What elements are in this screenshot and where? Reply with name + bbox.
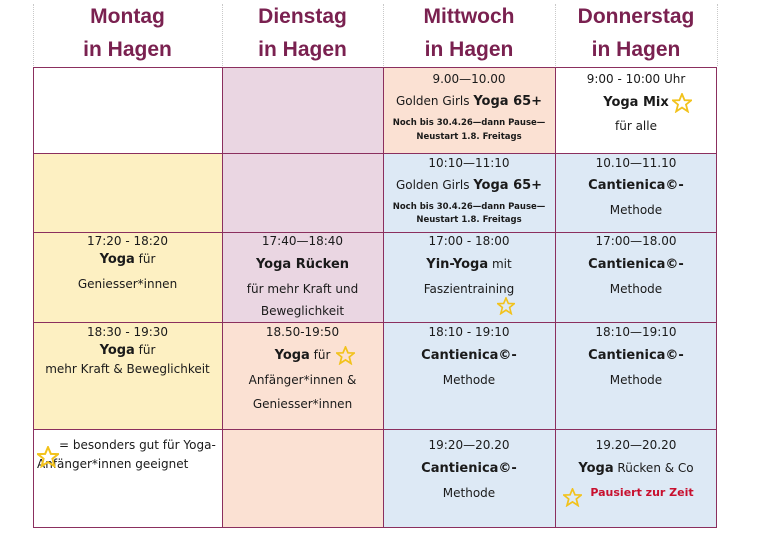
- slot-wed-r4: [383, 322, 555, 429]
- slot-time: 9.00—10.00: [432, 72, 506, 86]
- header-place: in Hagen: [83, 38, 172, 61]
- slot-time: 10.10—11.10: [595, 156, 677, 170]
- slot-title: Yoga: [578, 461, 614, 476]
- slot-title-line: [383, 94, 555, 109]
- slot-sub: Faszientraining: [423, 282, 515, 296]
- legend-line: = besonders gut für Yoga-: [59, 438, 216, 452]
- legend-cell: [33, 429, 222, 528]
- slot-thu-r4: [555, 322, 717, 429]
- slot-sub: Methode: [442, 373, 496, 387]
- slot-sub: mehr Kraft & Beweglichkeit: [45, 362, 210, 376]
- slot-time: 18:10—19:10: [595, 325, 677, 339]
- slot-sub: Geniesser*innen: [77, 277, 178, 291]
- slot-time: 19:20—20.20: [428, 438, 510, 452]
- slot-sub: Methode: [609, 203, 663, 217]
- slot-title: Cantienica©-: [588, 178, 684, 193]
- slot-mon-r3: [33, 232, 222, 322]
- slot-time: 9:00 - 10:00 Uhr: [586, 72, 686, 86]
- slot-note: Noch bis 30.4.26—dann Pause—: [392, 118, 546, 128]
- slot-pre: Golden Girls: [395, 178, 474, 192]
- slot-note: Neustart 1.8. Freitags: [416, 132, 522, 142]
- slot-title-line: [33, 252, 222, 267]
- slot-title: Yin-Yoga: [426, 257, 489, 272]
- slot-thu-r1: [555, 67, 717, 153]
- slot-title: Yoga Rücken: [255, 257, 350, 272]
- header-monday: [33, 0, 222, 66]
- slot-sub: für alle: [615, 119, 657, 133]
- slot-thu-r3: [555, 232, 717, 322]
- slot-time: 19.20—20.20: [595, 438, 677, 452]
- star-icon: [563, 488, 582, 507]
- slot-time: 18:10 - 19:10: [428, 325, 510, 339]
- slot-title: Cantienica©-: [588, 348, 684, 363]
- slot-time: 17:20 - 18:20: [86, 234, 169, 248]
- slot-note: Noch bis 30.4.26—dann Pause—: [392, 202, 546, 212]
- slot-sub: Anfänger*innen &: [248, 373, 357, 387]
- slot-tue-r3: [222, 232, 383, 322]
- slot-title-tail: für: [134, 343, 156, 357]
- slot-note: Neustart 1.8. Freitags: [416, 215, 522, 225]
- header-day: Dienstag: [258, 5, 347, 28]
- slot-tue-r4: [222, 322, 383, 429]
- slot-wed-r5: [383, 429, 555, 528]
- slot-sub: Methode: [442, 486, 496, 500]
- header-divider: [717, 4, 718, 66]
- slot-time: 17:00—18.00: [595, 234, 677, 248]
- slot-wed-r2: [383, 153, 555, 232]
- slot-title: Cantienica©-: [421, 348, 517, 363]
- slot-sub: für mehr Kraft und: [246, 282, 359, 296]
- header-place: in Hagen: [424, 38, 514, 61]
- slot-sub: Geniesser*innen: [252, 397, 353, 411]
- header-day: Donnerstag: [577, 5, 695, 28]
- header-thursday: [555, 0, 717, 66]
- slot-title: Cantienica©-: [588, 257, 684, 272]
- slot-time: 18.50-19:50: [265, 325, 340, 339]
- slot-pre: Golden Girls: [395, 94, 474, 108]
- header-tuesday: [222, 0, 383, 66]
- star-icon: [37, 446, 59, 468]
- header-day: Montag: [90, 5, 165, 28]
- header-place: in Hagen: [258, 38, 347, 61]
- slot-title-line: [555, 461, 717, 476]
- slot-title-tail: für: [134, 252, 156, 266]
- slot-time: 17:40—18:40: [261, 234, 344, 248]
- header-wednesday: [383, 0, 555, 66]
- slot-title-line: [383, 178, 555, 193]
- slot-thu-r2: [555, 153, 717, 232]
- slot-sub: Methode: [609, 282, 663, 296]
- star-icon: [497, 297, 515, 315]
- slot-title-tail: mit: [488, 257, 512, 271]
- header-divider: [222, 4, 223, 66]
- slot-title-line: [222, 348, 383, 363]
- slot-time: 10:10—11:10: [428, 156, 510, 170]
- slot-title: Yoga 65+: [473, 178, 543, 193]
- slot-title: Yoga: [274, 348, 310, 363]
- slot-sub: Beweglichkeit: [260, 304, 345, 318]
- slot-time: 18:30 - 19:30: [86, 325, 169, 339]
- slot-time: 17:00 - 18:00: [428, 234, 510, 248]
- slot-title: Cantienica©-: [421, 461, 517, 476]
- slot-wed-r1: [383, 67, 555, 153]
- slot-title: Yoga 65+: [473, 94, 543, 109]
- slot-title: Yoga: [99, 252, 135, 267]
- header-divider: [383, 4, 384, 66]
- slot-thu-r5: [555, 429, 717, 528]
- slot-title-line: [383, 257, 555, 272]
- slot-mon-r4: [33, 322, 222, 429]
- legend-line: Anfänger*innen geeignet: [37, 457, 189, 471]
- slot-wed-r3: [383, 232, 555, 322]
- slot-title-tail: für: [309, 348, 331, 362]
- star-icon: [672, 93, 692, 113]
- status-badge: Pausiert zur Zeit: [590, 486, 694, 499]
- header-place: in Hagen: [591, 38, 681, 61]
- slot-title-line: [33, 343, 222, 358]
- header-divider: [555, 4, 556, 66]
- slot-sub: Methode: [609, 373, 663, 387]
- star-icon: [336, 346, 355, 365]
- slot-title-tail: Rücken & Co: [613, 461, 694, 475]
- slot-title: Yoga: [99, 343, 135, 358]
- header-divider: [33, 4, 34, 66]
- slot-title: Yoga Mix: [603, 95, 669, 110]
- header-day: Mittwoch: [423, 5, 515, 28]
